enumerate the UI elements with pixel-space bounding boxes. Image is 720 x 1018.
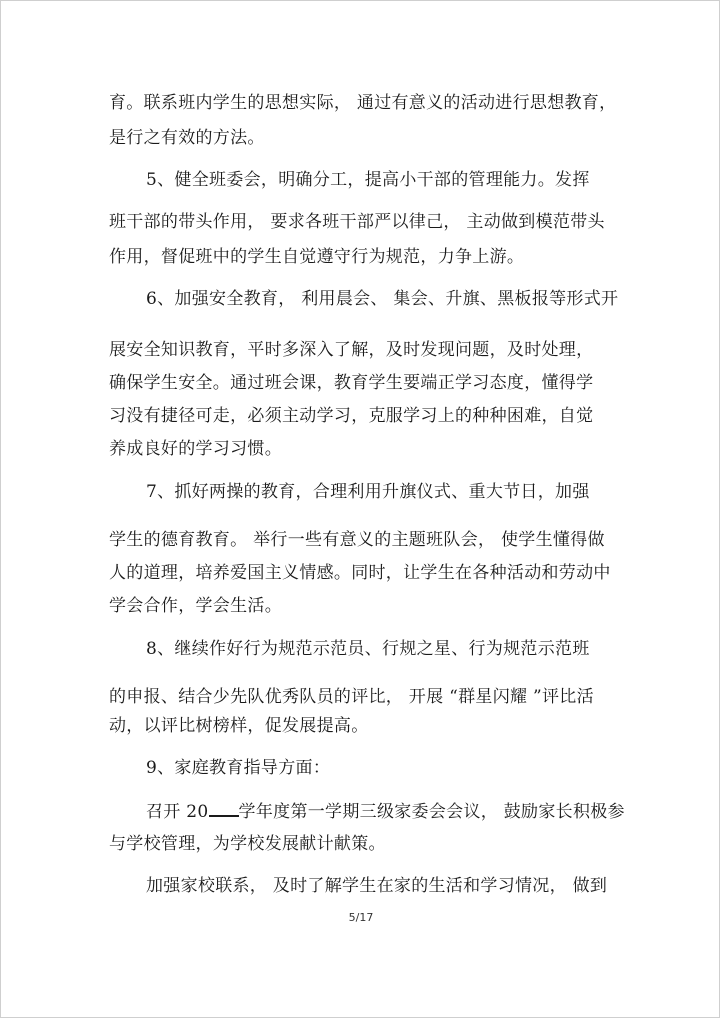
text-line: 6、加强安全教育， 利用晨会、 集会、升旗、黑板报等形式开 — [146, 289, 619, 309]
text-line: 学会合作，学会生活。 — [109, 596, 282, 616]
text-line: 习没有捷径可走，必须主动学习，克服学习上的种种困难，自觉 — [109, 406, 594, 426]
text-line: 人的道理，培养爱国主义情感。同时，让学生在各种活动和劳动中 — [109, 563, 611, 583]
text-line: 班干部的带头作用， 要求各班干部严以律己， 主动做到模范带头 — [109, 212, 605, 232]
text-line: 9、家庭教育指导方面： — [146, 758, 331, 778]
text-line: 育。联系班内学生的思想实际， 通过有意义的活动进行思想教育， — [109, 93, 617, 113]
text-line: 作用，督促班中的学生自觉遵守行为规范，力争上游。 — [109, 247, 525, 267]
text-line: 展安全知识教育，平时多深入了解，及时发现问题，及时处理， — [109, 340, 594, 360]
page-number: 5/17 — [348, 911, 374, 924]
text-line: 的申报、结合少先队优秀队员的评比， 开展 “群星闪耀 ”评比活 — [109, 687, 594, 707]
text-line: 8、继续作好行为规范示范员、行规之星、行为规范示范班 — [146, 639, 590, 659]
text-line: 确保学生安全。通过班会课，教育学生要端正学习态度，懂得学 — [109, 373, 594, 393]
meeting-line — [146, 799, 625, 823]
meeting-line-start: 召开 20 — [146, 802, 209, 822]
blank-underline — [209, 799, 239, 817]
meeting-line-end: 学年度第一学期三级家委会会议， 鼓励家长积极参 — [238, 802, 625, 822]
text-line: 学生的德育教育。 举行一些有意义的主题班队会， 使学生懂得做 — [109, 530, 605, 550]
text-line: 养成良好的学习习惯。 — [109, 439, 282, 459]
text-line: 动，以评比树榜样，促发展提高。 — [109, 716, 369, 736]
text-line: 是行之有效的方法。 — [109, 128, 265, 148]
text-line: 5、健全班委会，明确分工，提高小干部的管理能力。发挥 — [146, 170, 590, 190]
text-line: 与学校管理，为学校发展献计献策。 — [109, 834, 386, 854]
text-line: 加强家校联系， 及时了解学生在家的生活和学习情况， 做到 — [146, 876, 608, 896]
text-line: 7、抓好两操的教育，合理利用升旗仪式、重大节日，加强 — [146, 482, 590, 502]
